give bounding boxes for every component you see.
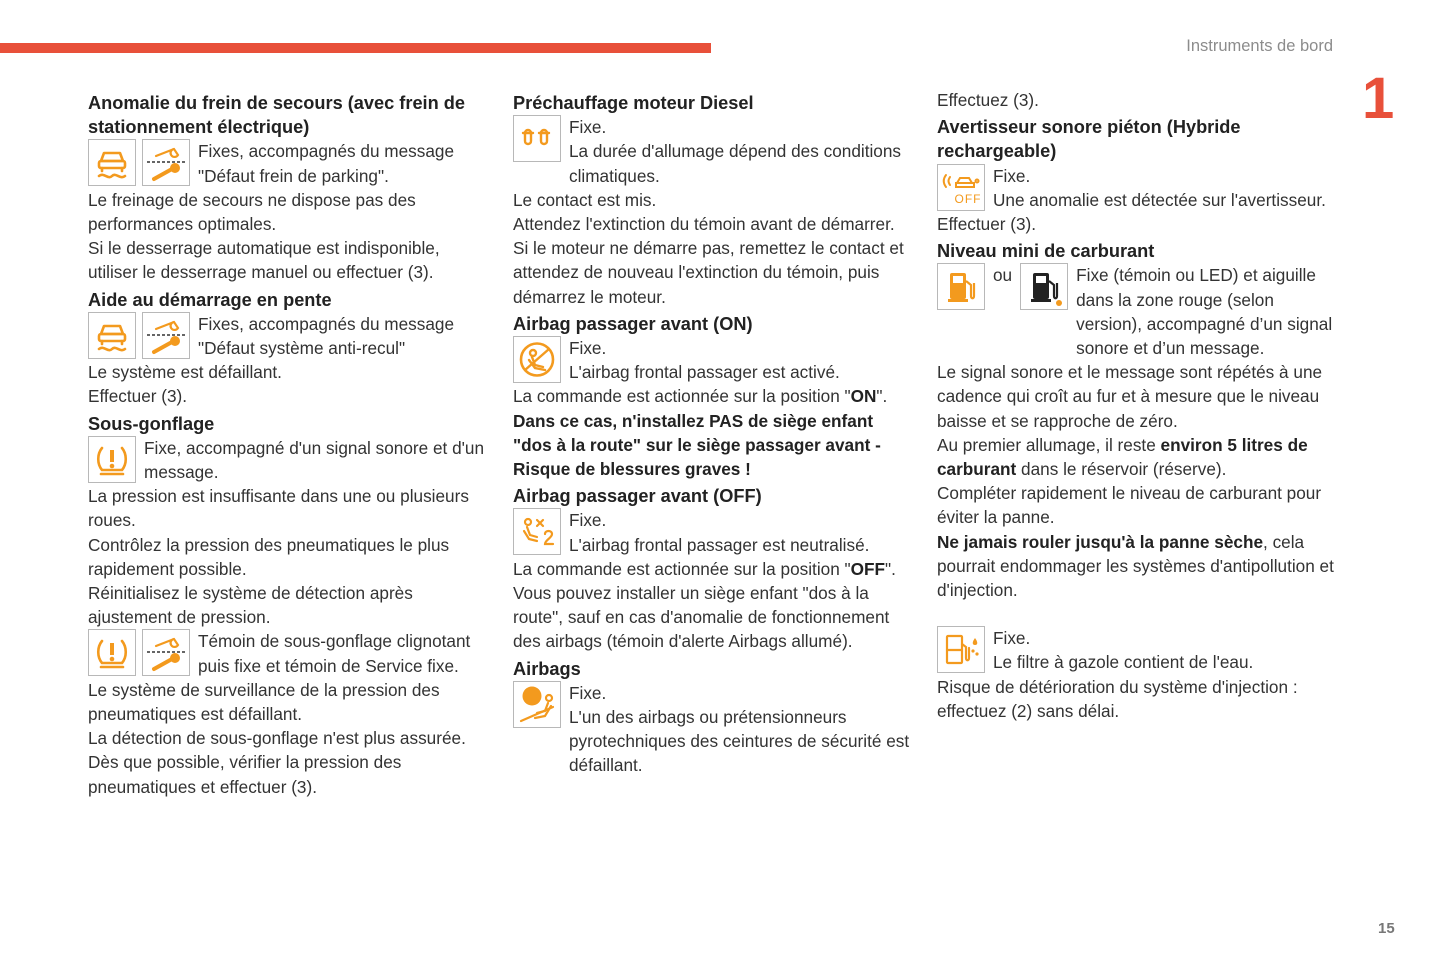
column-middle — [513, 88, 911, 778]
brake-warning-icon — [88, 139, 136, 186]
body-text: La durée d'allumage dépend des conditions climatiques. — [569, 141, 902, 186]
horn-off-label: OFF — [954, 191, 982, 206]
heading-low-fuel: Niveau mini de carburant — [937, 241, 1155, 262]
body-text: Fixe. — [569, 338, 607, 359]
heading-diesel-preheat: Préchauffage moteur Diesel — [513, 93, 754, 113]
heading-hill-start: Aide au démarrage en pente — [88, 289, 332, 310]
warning-row — [88, 629, 486, 677]
service-wrench-icon — [142, 312, 190, 359]
body-text: Le signal sonore et le message sont répétés à une cadence qui croît au fur et à mesure que le niveau baisse et se rapproche de zéro. — [937, 362, 1323, 431]
column-right — [937, 88, 1337, 723]
body-text: Attendez l'extinction du témoin avant de démarrer. — [513, 214, 895, 235]
body-text: Fixe. — [993, 628, 1031, 649]
airbag-on-icon — [513, 336, 561, 383]
airbag-off-icon — [513, 508, 561, 555]
column-left — [88, 88, 486, 799]
chapter-number: 1 — [1362, 66, 1395, 131]
body-text: Réinitialisez le système de détection après ajustement de pression. — [88, 583, 413, 628]
warning-row — [513, 681, 911, 778]
body-text: Le contact est mis. — [513, 189, 657, 210]
warning-text: Dans ce cas, n'installez PAS de siège enfant "dos à la route" sur le siège passager avant - Risque de blessures graves ! — [513, 410, 881, 480]
body-text: Si le desserrage automatique est indisponible, utiliser le desserrage manuel ou effectuer (3). — [88, 238, 440, 283]
body-text: Témoin de sous-gonflage clignotant puis fixe et témoin de Service fixe. — [198, 631, 471, 676]
service-wrench-icon — [142, 139, 190, 186]
body-text: La commande est actionnée sur la position "OFF". — [513, 558, 896, 579]
body-text: La pression est insuffisante dans une ou plusieurs roues. — [88, 486, 469, 531]
heading-airbag-on: Airbag passager avant (ON) — [513, 313, 753, 334]
service-wrench-icon — [142, 629, 190, 676]
body-text: Fixe. — [569, 117, 607, 138]
body-text: Au premier allumage, il reste environ 5 litres de carburant dans le réservoir (réserve). — [937, 434, 1308, 480]
body-text: Fixe (témoin ou LED) et aiguille dans la zone rouge (selon version), accompagné d’un signal sonore et d’un message. — [1076, 265, 1333, 359]
body-text: Le filtre à gazole contient de l'eau. — [993, 652, 1254, 673]
body-text: Fixe. — [993, 165, 1031, 186]
body-text: Le système de surveillance de la pression des pneumatiques est défaillant. — [88, 679, 440, 725]
fuel-led-icon — [1020, 263, 1068, 310]
body-text: Le système est défaillant. — [88, 362, 282, 383]
page-number: 15 — [1378, 920, 1395, 937]
warning-row — [513, 336, 911, 384]
body-text: Si le moteur ne démarre pas, remettez le contact et attendez de nouveau l'extinction du témoin, puis démarrez le moteur. — [513, 238, 904, 307]
body-text: Vous pouvez installer un siège enfant "dos à la route", sauf en cas d'anomalie de fonctionnement des airbags (témoin d'alerte Airbags allumé). — [513, 583, 890, 652]
heading-emergency-brake: Anomalie du frein de secours (avec frein de stationnement électrique) — [88, 93, 465, 138]
warning-row — [88, 312, 486, 360]
pedestrian-horn-icon — [937, 164, 985, 211]
body-text: Risque de détérioration du système d'injection : effectuez (2) sans délai. — [937, 676, 1298, 721]
header-accent-bar — [0, 43, 711, 53]
body-text: Ne jamais rouler jusqu'à la panne sèche, cela pourrait endommager les systèmes d'antipollution et d'injection. — [937, 531, 1334, 601]
tyre-pressure-icon — [88, 436, 136, 483]
heading-airbags: Airbags — [513, 658, 581, 679]
body-text: Fixe. — [569, 682, 607, 703]
body-text: Contrôlez la pression des pneumatiques le plus rapidement possible. — [88, 534, 450, 579]
body-text: Fixe. — [569, 510, 607, 531]
warning-row — [513, 508, 911, 556]
warning-row — [88, 139, 486, 187]
body-text: Effectuer (3). — [937, 214, 1037, 235]
heading-under-inflation: Sous-gonflage — [88, 413, 215, 434]
brake-warning-icon — [88, 312, 136, 359]
airbag-fault-icon — [513, 681, 561, 728]
body-text: Compléter rapidement le niveau de carburant pour éviter la panne. — [937, 483, 1322, 528]
section-title: Instruments de bord — [1186, 37, 1333, 55]
body-text: L'airbag frontal passager est neutralisé. — [569, 534, 870, 555]
or-text: ou — [993, 265, 1013, 286]
fuel-low-icon — [937, 263, 985, 310]
water-in-diesel-icon — [937, 626, 985, 673]
body-text: Dès que possible, vérifier la pression des pneumatiques et effectuer (3). — [88, 752, 402, 797]
body-text: Le freinage de secours ne dispose pas des performances optimales. — [88, 189, 416, 235]
warning-row — [88, 436, 486, 484]
warning-row — [513, 115, 911, 188]
body-text: Fixe, accompagné d'un signal sonore et d'un message. — [144, 437, 485, 483]
heading-airbag-off: Airbag passager avant (OFF) — [513, 486, 762, 507]
body-text: La détection de sous-gonflage n'est plus assurée. — [88, 728, 466, 749]
warning-row — [937, 164, 1337, 212]
warning-row — [937, 626, 1337, 674]
glow-plug-icon — [513, 115, 561, 162]
body-text: L'un des airbags ou prétensionneurs pyrotechniques des ceintures de sécurité est défaillant. — [569, 707, 910, 776]
body-text: Fixes, accompagnés du message "Défaut frein de parking". — [198, 141, 455, 186]
body-text: Fixes, accompagnés du message "Défaut système anti-recul" — [198, 313, 455, 359]
tyre-pressure-icon — [88, 629, 136, 676]
body-text: Effectuer (3). — [88, 386, 188, 407]
body-text: Effectuez (3). — [937, 90, 1039, 110]
heading-pedestrian-horn: Avertisseur sonore piéton (Hybride rechargeable) — [937, 117, 1241, 162]
body-text: La commande est actionnée sur la position "ON". — [513, 386, 888, 407]
body-text: Une anomalie est détectée sur l'avertisseur. — [993, 189, 1326, 210]
body-text: L'airbag frontal passager est activé. — [569, 362, 840, 383]
warning-row — [937, 263, 1337, 360]
